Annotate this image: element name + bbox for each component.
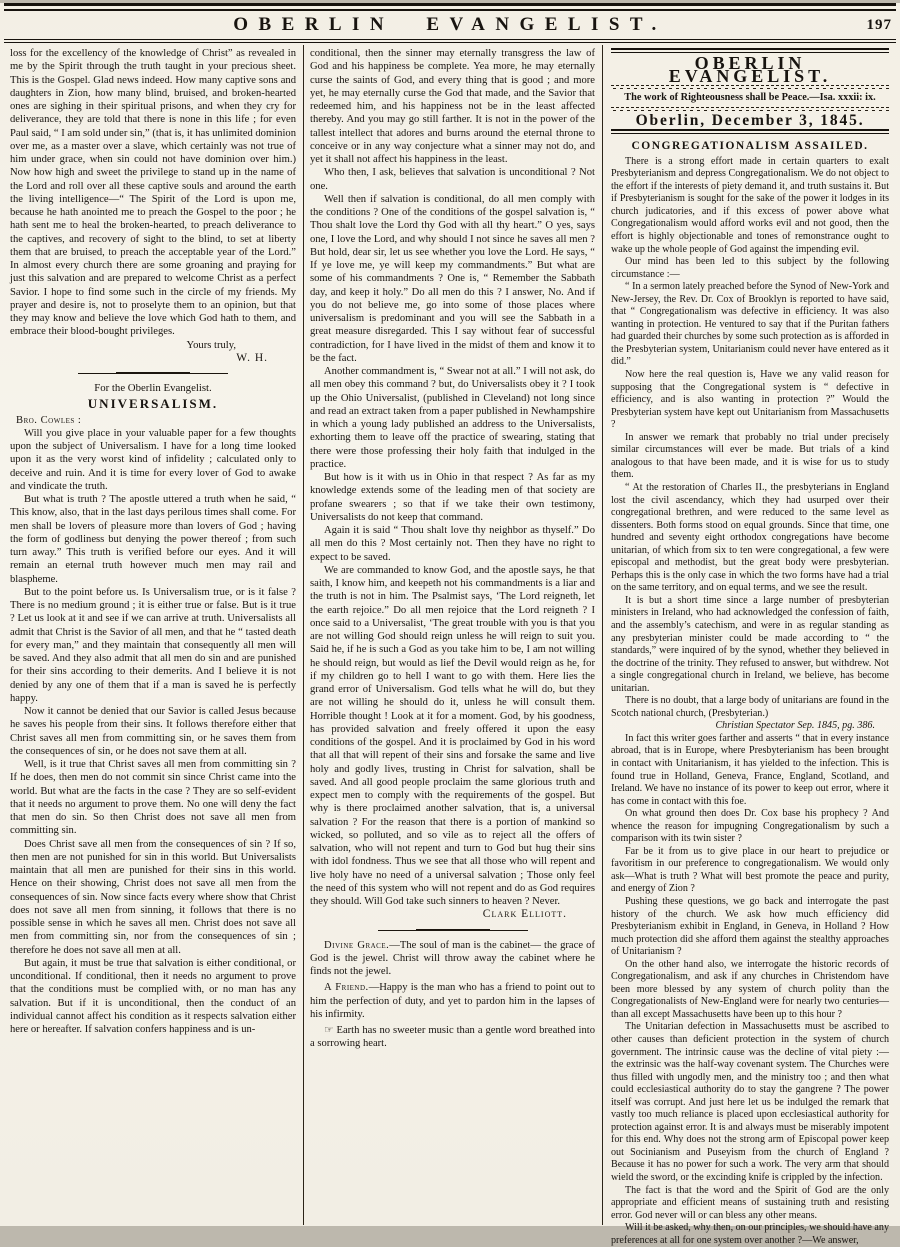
page-number: 197	[866, 17, 892, 33]
article-paragraph: It is but a short time since a large number of presbyterian ministers in Ireland, who had acknowledged the confession of faith, and the assembly’s catechism, and were in as regular standing as any presbyterian minister could be made according to “ the standards,” were inquired of by the synod, whether they believed in the doctrine of the trinity. They refused to answer, but withdrew. Not a single congregational church in Ireland, we believe, has become unitarian.	[611, 594, 889, 694]
short-item-lead: Divine Grace.	[324, 939, 390, 951]
article-paragraph: There is a strong effort made in certain quarters to exalt Presbyterianism and depress Congregationalism. We do not object to the effort if the interests of piety demand it, and truth sustains it. But if Presbyterianism is sought for the sake of the power it lodges in its church judicatories, and if this excess of power above what Congregationalism would afford works evil and not good, then the effort is highly objectionable and tones of remonstrance ought to wake up the whole people of God against the impending evil.	[611, 155, 889, 255]
editorial-masthead	[611, 48, 889, 134]
newspaper-title: OBERLIN EVANGELIST.	[233, 14, 667, 35]
article-title-universalism: UNIVERSALISM.	[87, 396, 219, 412]
pointing-hand-icon: ☞	[324, 1025, 334, 1036]
column-layout	[4, 45, 896, 1246]
motto-line: The work of Righteousness shall be Peace.—Isa. xxxii: ix.	[624, 92, 876, 104]
section-divider	[378, 929, 528, 933]
article-paragraph: Will it be asked, why then, on our principles, we should have any preferences at all for one system over another ?—We answer,	[611, 1222, 889, 1246]
top-border-rule	[4, 3, 896, 11]
article-paragraph: But to the point before us. Is Universalism true, or is it false ? There is no medium ground ; it is either true or false. But is it true ? Let us look at it and see if we can arrive at truth. Universalists all admit that Christ is the Savior of all men, and that he “ tasted death for every man,” and they maintain that consequently all men will be saved. And they also admit that all men do sin and are punished for their sins according to their demerits. And I believe it is not denied by any one of them that if a man is saved he is perfectly happy.	[10, 586, 296, 704]
issue-dateline: Oberlin, December 3, 1845.	[635, 111, 865, 129]
article-paragraph: In fact this writer goes farther and asserts “ that in every instance abroad, that is in Europe, where Presbyterianism has been brought in contact with Unitarianism, it has yielded to the infection. This is found true in Holland, Geneva, France, England, Scotland, and Ireland. We have no instance of its power to keep out error, where it has come in contact with this foe.	[611, 732, 889, 807]
article-paragraph: Our mind has been led to this subject by the following circumstance :—	[611, 256, 889, 280]
short-items	[310, 939, 595, 1051]
masthead-rule	[611, 129, 889, 134]
short-item-text: —The soul of man is the cabinet— the grace of God is the jewel. Christ will throw away the cabinet where he finds not the jewel.	[310, 939, 595, 977]
article-paragraph: But what is truth ? The apostle uttered a truth when he said, “ This know, also, that in the last days perilous times shall come. For men shall be lovers of pleasure more than lovers of God ; having the form of godliness but denying the power thereof ; from such turn away.” This truth is verified before our eyes. And it will remain an eternal truth however much men may rail and blaspheme.	[10, 494, 296, 585]
article-paragraph: Well, is it true that Christ saves all men from committing sin ? If he does, then men do not commit sin since Christ came into the world. But what are the facts in the case ? They are so self-evident that it needs no argument to prove them. No one will deny the fact that men do sin. So then Christ does not save all men from committing sin.	[10, 759, 296, 837]
short-item-text: —Happy is the man who has a friend to point out to him the perfection of duty, and yet to pardon him in the lapses of his infirmity.	[310, 982, 596, 1020]
letter-closing: Yours truly,	[186, 339, 236, 351]
article-paragraph: The fact is that the word and the Spirit of God are the only appropriate and efficient means of sustaining truth and resisting error. God never will or can bless any other means.	[611, 1184, 889, 1221]
page-header	[0, 11, 900, 38]
short-item-gentle-word	[310, 1024, 595, 1051]
article-paragraph: conditional, then the sinner may eternally transgress the law of God and his happiness be complete. Yea more, he may eternally curse the saints of God, and every thing that is good ; and more yet, he may eternally curse the God that made, and the Savior that redeemed him, and his happiness not be in the least affected thereby. And you may go still farther. It is not in the power of the tallest intellect that adores and burns around the eternal throne to conceive or in any way conjecture what a sinner may not do, and yet it shall not affect his happiness in the least.	[310, 48, 595, 165]
article-paragraph: Far be it from us to give place in our heart to prejudice or favoritism in our preference to congregationalism. We would only ask—What is truth ? What will best promote the peace and purity, and energy of Zion ?	[611, 845, 889, 895]
article-paragraph: On the other hand also, we interrogate the historic records of Congregationalism, and ask if any churches in Christendom have been more blessed by any system of church polity than the Congregationalists of New-England were for nearly two centuries—than all except Massachusetts have been up to this hour ?	[611, 958, 889, 1020]
section-divider	[78, 372, 228, 376]
article-paragraph: There is no doubt, that a large body of unitarians are found in the Scotch national church, (Presbyterian.)	[611, 695, 889, 719]
article-paragraph: “ In a sermon lately preached before the Synod of New-York and New-Jersey, the Rev. Dr. Cox of Brooklyn is reported to have said, that “ Congregationalism was defective in efficiency. It was also wanting in protection. He ventured to say that if the Puritan fathers had guarded their churches by some such protection as is afforded in the Presbyterian system, Unitarianism could never have entered as it did.”	[611, 281, 889, 368]
column-2	[303, 45, 602, 1225]
source-citation: Christian Spectator Sep. 1845, pg. 386.	[715, 720, 875, 732]
short-item-divine-grace	[310, 939, 595, 979]
short-item-text: Earth has no sweeter music than a gentle word breathed into a sorrowing heart.	[310, 1025, 595, 1050]
article-signature: Clark Elliott.	[482, 908, 567, 921]
article-paragraph: Well then if salvation is conditional, do all men comply with the conditions ? One of the conditions of the gospel salvation is, “ Thou shalt love the Lord thy God with all thy heart.” O yes, says one, I love the Lord, and why should I not since he saves all men ? But hold, dear sir, let us see whether you love the Lord. He says, “ If ye love me, ye will keep my commandments.” But what are some of his commandments ? One is, “ Remember the Sabbath day, and keep it holy.” Do all men do this ? I answer, No. And if you do not believe me, go into some of those places where universalism is predominant and you will see the Sabbath in a great measure disregarded. This I say without fear of successful contradiction, for I have lived in the midst of them and know it to be the fact.	[310, 193, 595, 364]
short-item-a-friend	[310, 981, 595, 1021]
column-3	[602, 45, 896, 1246]
article-paragraph: Another commandment is, “ Swear not at all.” I will not ask, do all men obey this command ? but, do Universalists obey it ? I took up the Ohio Universalist, (published in Cleveland) not long since and read an extract taken from a paper published in Newhampshire in which a young lady published an address to the Universalists, exhorting them to leave off the practice of swearing, stating that there were those professing their holy faith that indulged in the practice.	[310, 366, 595, 470]
short-item-lead: A Friend.	[324, 982, 369, 994]
letter-signature: W. H.	[236, 351, 268, 364]
article-paragraph: Now here the real question is, Have we any valid reason for supposing that the Congregational system is “ defective in efficiency, and is also wanting in protection ?” Would the Presbyterian system have kept out Unitarianism from Massachusetts ?	[611, 369, 889, 431]
article-paragraph: We are commanded to know God, and the apostle says, he that saith, I know him, and keepeth not his commandments is a liar and the truth is not in him. The Psalmist says, ‘The Lord reigneth, let the earth rejoice.” Do all men rejoice that the Lord reigneth ? I once said to a Universalist, ‘The great trouble with you is that you are not willing God should reign unless he will reign to suit you. Said he, if he is such a God as you take him to be, I am not willing he should reign, but would as lief the Devil would reign as he, for if my children go to hell I want to go with them. Here lies the grand error of Universalism. God tells what he will do, but they are not willing he should do it, unless he will consult them. Horrible thought ! Look at it for a moment. God, by his goodness, has provided salvation and freely offered it upon the easy conditions of the gospel. And it is proclaimed by God in his word that all that will repent of their sins and forsake the same and live holy and godly lives, trusting in Christ for salvation, shall be saved. And all good people proclaim the same glorious truth and expect men to comply with the requirements of the gospel. But why is there proclaimed another salvation, that is, a universal salvation ? For the reason that there is a portion of mankind so wicked, so polluted, and so vile as to reject all the offers of salvation, who will not repent and turn to God but hug their sins with idol fondness. Thus we see that all those who will repent and live holy have no need of a universal salvation ; Those only feel the need of this system who will not repent and do as God requires they should. Will God take such sinners to heaven ? Never.	[310, 564, 595, 907]
article-paragraph: “ At the restoration of Charles II., the presbyterians in England lost the civil ascendancy, which they had usurped over their congregational brethren, and were reduced to the same level as dissenters. Both forms stood on equal grounds. Since that time, one hundred and seventy eight orthodox congregations have become unitarian, of which from six to ten were congregational, a few were episcopal and methodist, but the great body were presbyterian. Perhaps this is the only case in which the two forms have had a trial on the same territory, and on equal terms, and we see the result.	[611, 481, 889, 594]
wavy-rule	[611, 107, 889, 112]
salutation-name: Bro. Cowles :	[16, 414, 82, 426]
article-paragraph: On what ground then does Dr. Cox base his prophecy ? And whence the reason for impugning Congregationalism by such a comparison with its twin sister ?	[611, 808, 889, 845]
article-paragraph: Again it is said “ Thou shalt love thy neighbor as thyself.” Do all men do this ? Most certainly not. Then they have no right to expect to be saved.	[310, 525, 595, 563]
column-1	[4, 45, 303, 1225]
salutation	[10, 414, 296, 427]
article-paragraph: In answer we remark that probably no trial under precisely similar circumstances will ever be made. But trials of a kind analogous to that have been made, and it is wise for us to study them.	[611, 431, 889, 481]
wavy-rule	[611, 85, 889, 90]
article-paragraph: Pushing these questions, we go back and interrogate the past history of the church. We ask how much efficiency did Presbyterianism exhibit in England, in Geneva, in Holland ? How much protection did she afford them against the stealthy approaches of Unitarianism ?	[611, 896, 889, 958]
editorial-title: OBERLIN EVANGELIST.	[668, 53, 832, 86]
article-dateline: For the Oberlin Evangelist.	[94, 382, 212, 394]
newspaper-page	[0, 3, 900, 1246]
article-paragraph: The Unitarian defection in Massachusetts must be ascribed to other causes than deficient protection in the system of church government. The intrinsic cause was the decline of vital piety :— the extrinsic was the half-way covenant system. The Churches were thus filled with ungodly men, and the ministry too ; and then what could ecclesiastical authority do to stay the gangrene ? The power itself was corrupt. And just here let us be indulged the remark that vastly too much reliance is placed upon ecclesiastical authority for protection against error. It is and always must be miserably impotent for this end. Why does not the strong arm of Episcopal power keep out Socinianism and Puseyism from the church of England ? Because it has no power for such a work. The very arm that should wield the sword, or the excinding knife is crippled by the infection.	[611, 1021, 889, 1184]
article-paragraph: Now it cannot be denied that our Savior is called Jesus because he saves his people from their sins. It follows therefore either that Christ saves all men from committing sin, or he saves them from the consequences of sin, or he does not save them at all.	[10, 706, 296, 757]
article-title-congregationalism: CONGREGATIONALISM ASSAILED.	[631, 140, 869, 153]
article-paragraph: Who then, I ask, believes that salvation is unconditional ? Not one.	[310, 167, 595, 192]
article-paragraph: But again, it must be true that salvation is either conditional, or unconditional. If conditional, then it needs no argument to prove that the conditions must be complied with, or no man has any salvation. But if it is unconditional, then the conduct of an individual cannot affect his condition as it respects salvation either here or hereafter. If salvation confers happiness and is un-	[10, 957, 296, 1035]
article-paragraph: Does Christ save all men from the consequences of sin ? If so, then men are not punished for sin in this world. But Universalists maintain that all men are punished for their sins in this world. Hence on their showing, Christ does not save all men from the consequences of sin. Now since facts every where show that Christ does not save all men from sinning, it follows that there is no possible sense in which he saves all men. Christ does not save all men from committing sin, nor from the consequences of sin ; therefore he does not save all men at all.	[10, 838, 296, 956]
article-paragraph: Will you give place in your valuable paper for a few thoughts upon the subject of Universalism. I have for a long time looked upon it as the very worst kind of infidelity ; calculated only to deceive and ruin. And it is time for every lover of God to awake and vindicate the truth.	[10, 427, 296, 492]
header-bottom-rule	[4, 39, 896, 43]
letter-paragraph: loss for the excellency of the knowledge of Christ” as revealed in me by the Spirit through the truth taught in your precious sheet. This is the Gospel. Glad news indeed. How many captive sons and daughters in Zion, how many blind, bruised, and broken-hearted ones are sighing in their spiritual prisons, and when they cry for deliverance, they are told that there is none in this life ; for even Paul said, “ I am sold under sin,” (that is, it has unlimited dominion over me, as a master over a slave, which certainly was not true of him under grace, when sin could not have dominion over him.) Now how high and sweet the privilege to stand up in the name of the Lord and roll over all these captive souls and around the earth the living intelligence—“ The Spirit of the Lord is upon me, because he hath anointed me to preach the Gospel to the poor ; he hath sent me to heal the broken-hearted, to preach deliverance to the captives, and recovery of sight to the blind, to set at liberty them that are bruised, to preach the acceptable year of the Lord.” In almost every church there are some groaning and praying for just this salvation and are prepared to welcome Christ as a perfect Savior. I hope to find some such in the circle of my friends. My prayer and desire is, not to proselyte them to an opinion, but that they may know and believe the love which God hath to them, and embrace their blood-bought privileges.	[10, 48, 296, 338]
article-paragraph: But how is it with us in Ohio in that respect ? As far as my knowledge extends some of the leading men of that society are profane swearers ; so that if we take their own testimony, Universalists do not keep that command.	[310, 472, 595, 523]
